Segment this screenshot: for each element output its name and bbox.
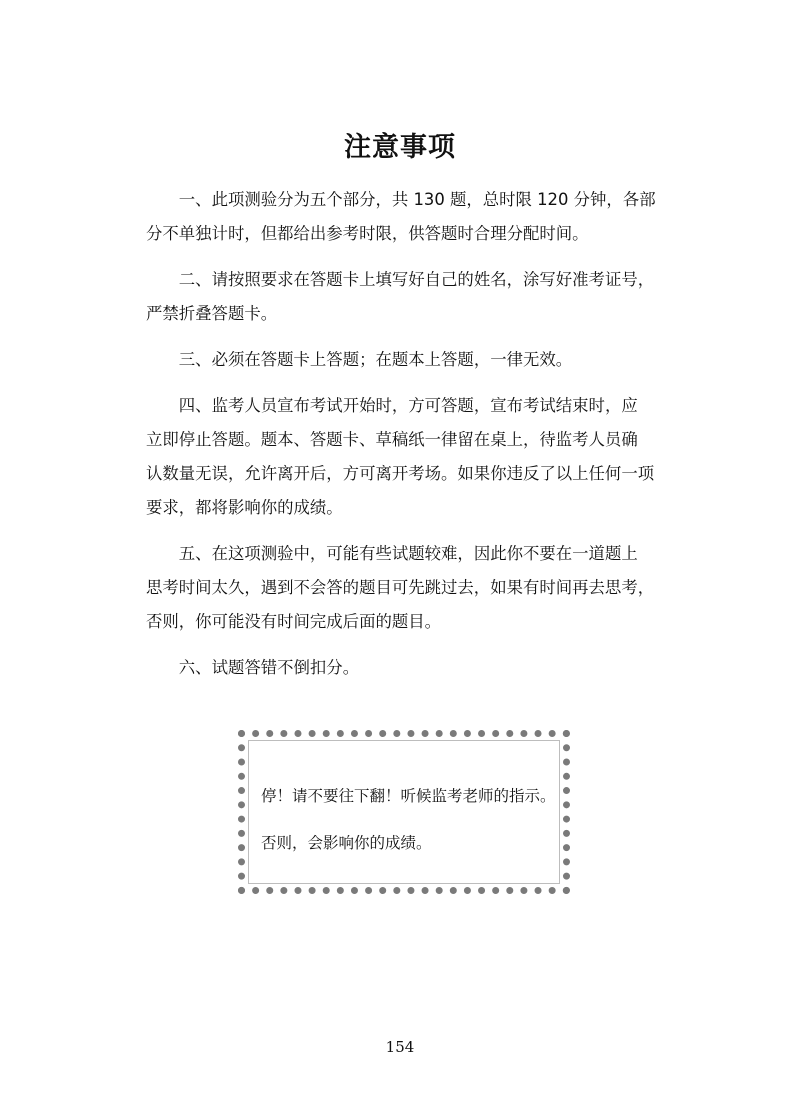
instruction-line: 四、监考人员宣布考试开始时，方可答题，宣布考试结束时，应 [178, 396, 638, 415]
instruction-line: 严禁折叠答题卡。 [146, 304, 278, 323]
stop-notice-warning: 否则，会影响你的成绩。 [261, 834, 432, 852]
stop-notice-box [238, 730, 570, 894]
instruction-line: 二、请按照要求在答题卡上填写好自己的姓名，涂写好准考证号， [178, 270, 655, 289]
instruction-item-2 [146, 263, 660, 331]
instruction-line: 立即停止答题。题本、答题卡、草稿纸一律留在桌上，待监考人员确 [146, 430, 638, 449]
instruction-line: 否则，你可能没有时间完成后面的题目。 [146, 612, 442, 631]
instruction-item-4 [146, 389, 660, 525]
instructions-body [146, 183, 660, 697]
stop-notice-text: 停！请不要往下翻！听候监考老师的指示。 [261, 787, 556, 805]
instruction-line: 五、在这项测验中，可能有些试题较难，因此你不要在一道题上 [178, 544, 638, 563]
instruction-line: 认数量无误，允许离开后，方可离开考场。如果你违反了以上任何一项 [146, 464, 655, 483]
instruction-line: 分不单独计时，但都给出参考时限，供答题时合理分配时间。 [146, 224, 589, 243]
instruction-line: 三、必须在答题卡上答题；在题本上答题，一律无效。 [178, 350, 573, 369]
instruction-line: 一、此项测验分为五个部分，共 130 题，总时限 120 分钟，各部 [178, 190, 656, 209]
instruction-item-3 [146, 343, 660, 377]
instruction-item-6 [146, 651, 660, 685]
instruction-item-5 [146, 537, 660, 639]
instruction-line: 思考时间太久，遇到不会答的题目可先跳过去，如果有时间再去思考， [146, 578, 655, 597]
instruction-line: 要求，都将影响你的成绩。 [146, 498, 343, 517]
page-number: 154 [385, 1038, 415, 1056]
page-title: 注意事项 [344, 132, 456, 163]
instruction-line: 六、试题答错不倒扣分。 [178, 658, 360, 677]
instruction-item-1 [146, 183, 660, 251]
